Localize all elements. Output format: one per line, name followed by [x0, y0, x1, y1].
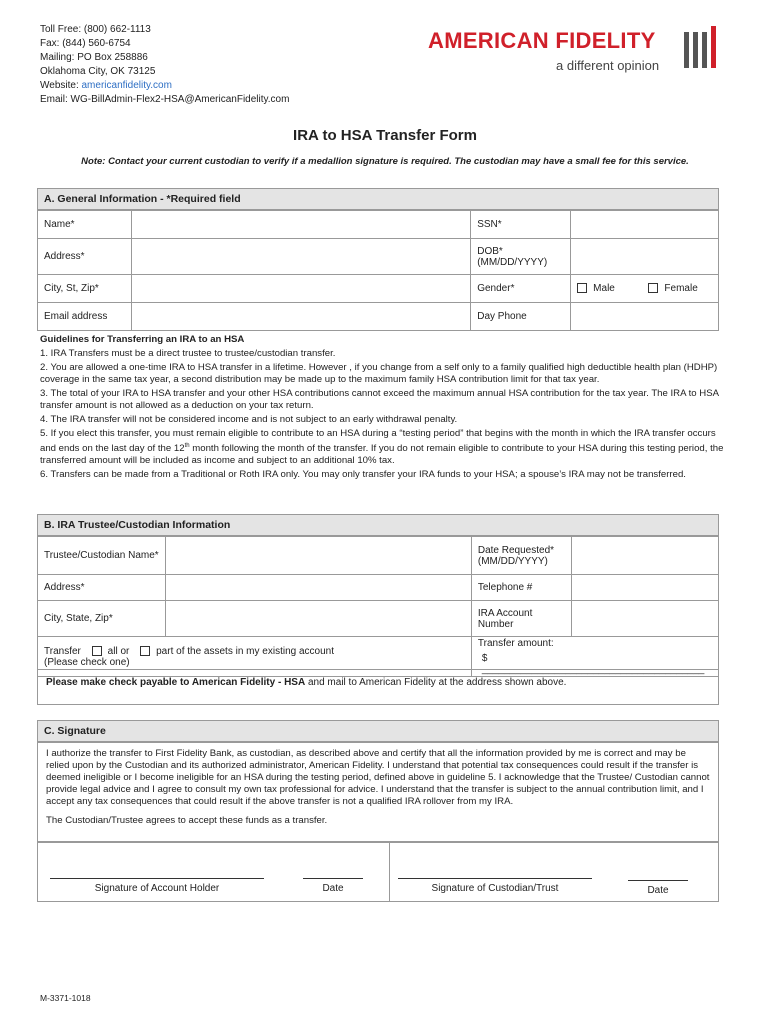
logo-wordmark: AMERICAN FIDELITY — [428, 28, 656, 53]
female-checkbox[interactable] — [648, 283, 658, 293]
toll-free: Toll Free: (800) 662-1113 — [40, 24, 151, 35]
authorization-box — [37, 742, 719, 842]
trustee-address-field[interactable] — [165, 575, 471, 601]
website-link[interactable]: americanfidelity.com — [81, 80, 172, 91]
trustee-city-field[interactable] — [165, 601, 471, 637]
section-b-header: B. IRA Trustee/Custodian Information — [37, 514, 719, 536]
form-number: M-3371-1018 — [40, 993, 91, 1003]
payable-instruction: Please make check payable to American Fidelity - HSA and mail to American Fidelity at the address shown above. — [37, 669, 719, 705]
authorization-text: I authorize the transfer to First Fidelity Bank, as custodian, as described above and certify that all the information provided by me is correct and may be relied upon by the Custodian and its authorized administrator, American Fidelity. I understand that potential tax consequences could result if the transfer is deemed ineligible or I become ineligible for an HSA during the testing period, defined above in guideline 5. I acknowledge that the Trustee/ Custodian cannot provide legal advice and I agree to consult my own tax professional for advice. I understand that the transfer is subject to the annual contribution limit, and I accept any tax consequences that could result if the above transfer is not a qualified IRA rollover from my IRA. — [46, 748, 710, 807]
account-number-field[interactable] — [571, 601, 718, 637]
custodian-note: Note: Contact your current custodian to verify if a medallion signature is required. The custodian may have a small fee for this service. — [81, 156, 689, 167]
trustee-info-table — [37, 536, 719, 677]
male-label: Male — [593, 283, 615, 294]
section-a-header: A. General Information - *Required field — [37, 188, 719, 210]
address-label: Address* — [38, 239, 132, 275]
trustee-city-label: City, State, Zip* — [38, 601, 166, 637]
section-c-header: C. Signature — [37, 720, 719, 742]
guideline-2: 2. You are allowed a one-time IRA to HSA transfer in a lifetime. However , if you change from a self only to a family qualified high deductible health plan (HDHP) coverage in the same tax year, a second distribution may be made up to the maximum family HSA contribution limit for that tax year. — [40, 362, 718, 385]
city-state-zip: Oklahoma City, OK 73125 — [40, 66, 156, 77]
email: Email: WG-BillAdmin-Flex2-HSA@AmericanFidelity.com — [40, 94, 290, 105]
account-holder-signature-line[interactable] — [50, 878, 264, 879]
email-label: Email address — [38, 303, 132, 331]
name-label: Name* — [38, 211, 132, 239]
trustee-name-label: Trustee/Custodian Name* — [38, 537, 166, 575]
day-phone-field[interactable] — [571, 303, 719, 331]
telephone-label: Telephone # — [471, 575, 571, 601]
custodian-signature-line[interactable] — [398, 878, 592, 879]
name-field[interactable] — [131, 211, 470, 239]
ssn-label: SSN* — [471, 211, 571, 239]
custodian-agrees-text: The Custodian/Trustee agrees to accept these funds as a transfer. — [46, 815, 328, 826]
holder-date-label: Date — [322, 883, 344, 894]
custodian-signature-label: Signature of Custodian/Trust — [431, 883, 559, 894]
day-phone-label: Day Phone — [471, 303, 571, 331]
logo-tagline: a different opinion — [556, 58, 660, 73]
form-title: IRA to HSA Transfer Form — [293, 127, 477, 144]
holder-date-line[interactable] — [303, 878, 363, 879]
american-fidelity-logo — [428, 24, 724, 84]
custodian-date-label: Date — [647, 885, 669, 896]
contact-block — [40, 23, 289, 107]
mailing-address: Mailing: PO Box 258886 — [40, 52, 148, 63]
transfer-amount-field[interactable]: $ ________________________________________ — [481, 653, 705, 675]
website-row: Website: americanfidelity.com — [40, 80, 172, 91]
telephone-field[interactable] — [571, 575, 718, 601]
transfer-part-checkbox[interactable] — [140, 646, 150, 656]
gender-label: Gender* — [471, 275, 571, 303]
transfer-amount-label: Transfer amount: — [477, 638, 554, 649]
logo-bars-icon — [684, 26, 718, 68]
guidelines-heading: Guidelines for Transferring an IRA to an HSA — [40, 334, 245, 345]
fax: Fax: (844) 560-6754 — [40, 38, 131, 49]
guideline-6: 6. Transfers can be made from a Traditional or Roth IRA only. You may only transfer your IRA funds to your HSA; a spouse’s IRA may not be transferred. — [40, 469, 686, 481]
city-field[interactable] — [131, 275, 470, 303]
guideline-3: 3. The total of your IRA to HSA transfer and your other HSA contributions cannot exceed the maximum annual HSA contribution for the tax year. The IRA to HSA transfer amount is not allowed as a deduction on your tax return. — [40, 388, 719, 411]
guideline-1: 1. IRA Transfers must be a direct trustee to trustee/custodian transfer. — [40, 348, 336, 359]
gender-options — [571, 275, 719, 303]
transfer-all-checkbox[interactable] — [92, 646, 102, 656]
transfer-options: Transfer all or part of the assets in my existing account (Please check one) — [38, 637, 472, 677]
general-info-table — [37, 210, 719, 331]
date-requested-label: Date Requested* (MM/DD/YYYY) — [471, 537, 571, 575]
account-holder-signature-label: Signature of Account Holder — [94, 883, 220, 894]
custodian-date-line[interactable] — [628, 880, 688, 881]
city-label: City, St, Zip* — [38, 275, 132, 303]
guideline-5: 5. If you elect this transfer, you must remain eligible to contribute to an HSA during a “testing period” that begins with the month in which the IRA transfer occurs and ends on the last day of the 12th month following the month of the transfer. If you do not remain eligible to contribute to your HSA during this testing period, the transferred amount will be included as income and subject to an additional 10% tax. — [40, 428, 724, 467]
dob-label: DOB* (MM/DD/YYYY) — [471, 239, 571, 275]
dob-field[interactable] — [571, 239, 719, 275]
guidelines — [40, 334, 730, 483]
address-field[interactable] — [131, 239, 470, 275]
email-field[interactable] — [131, 303, 470, 331]
account-number-label: IRA Account Number — [471, 601, 571, 637]
trustee-address-label: Address* — [38, 575, 166, 601]
male-checkbox[interactable] — [577, 283, 587, 293]
guideline-4: 4. The IRA transfer will not be considered income and is not subject to an early withdrawal penalty. — [40, 414, 458, 425]
trustee-name-field[interactable] — [165, 537, 471, 575]
date-requested-field[interactable] — [571, 537, 718, 575]
female-label: Female — [664, 283, 698, 294]
ssn-field[interactable] — [571, 211, 719, 239]
